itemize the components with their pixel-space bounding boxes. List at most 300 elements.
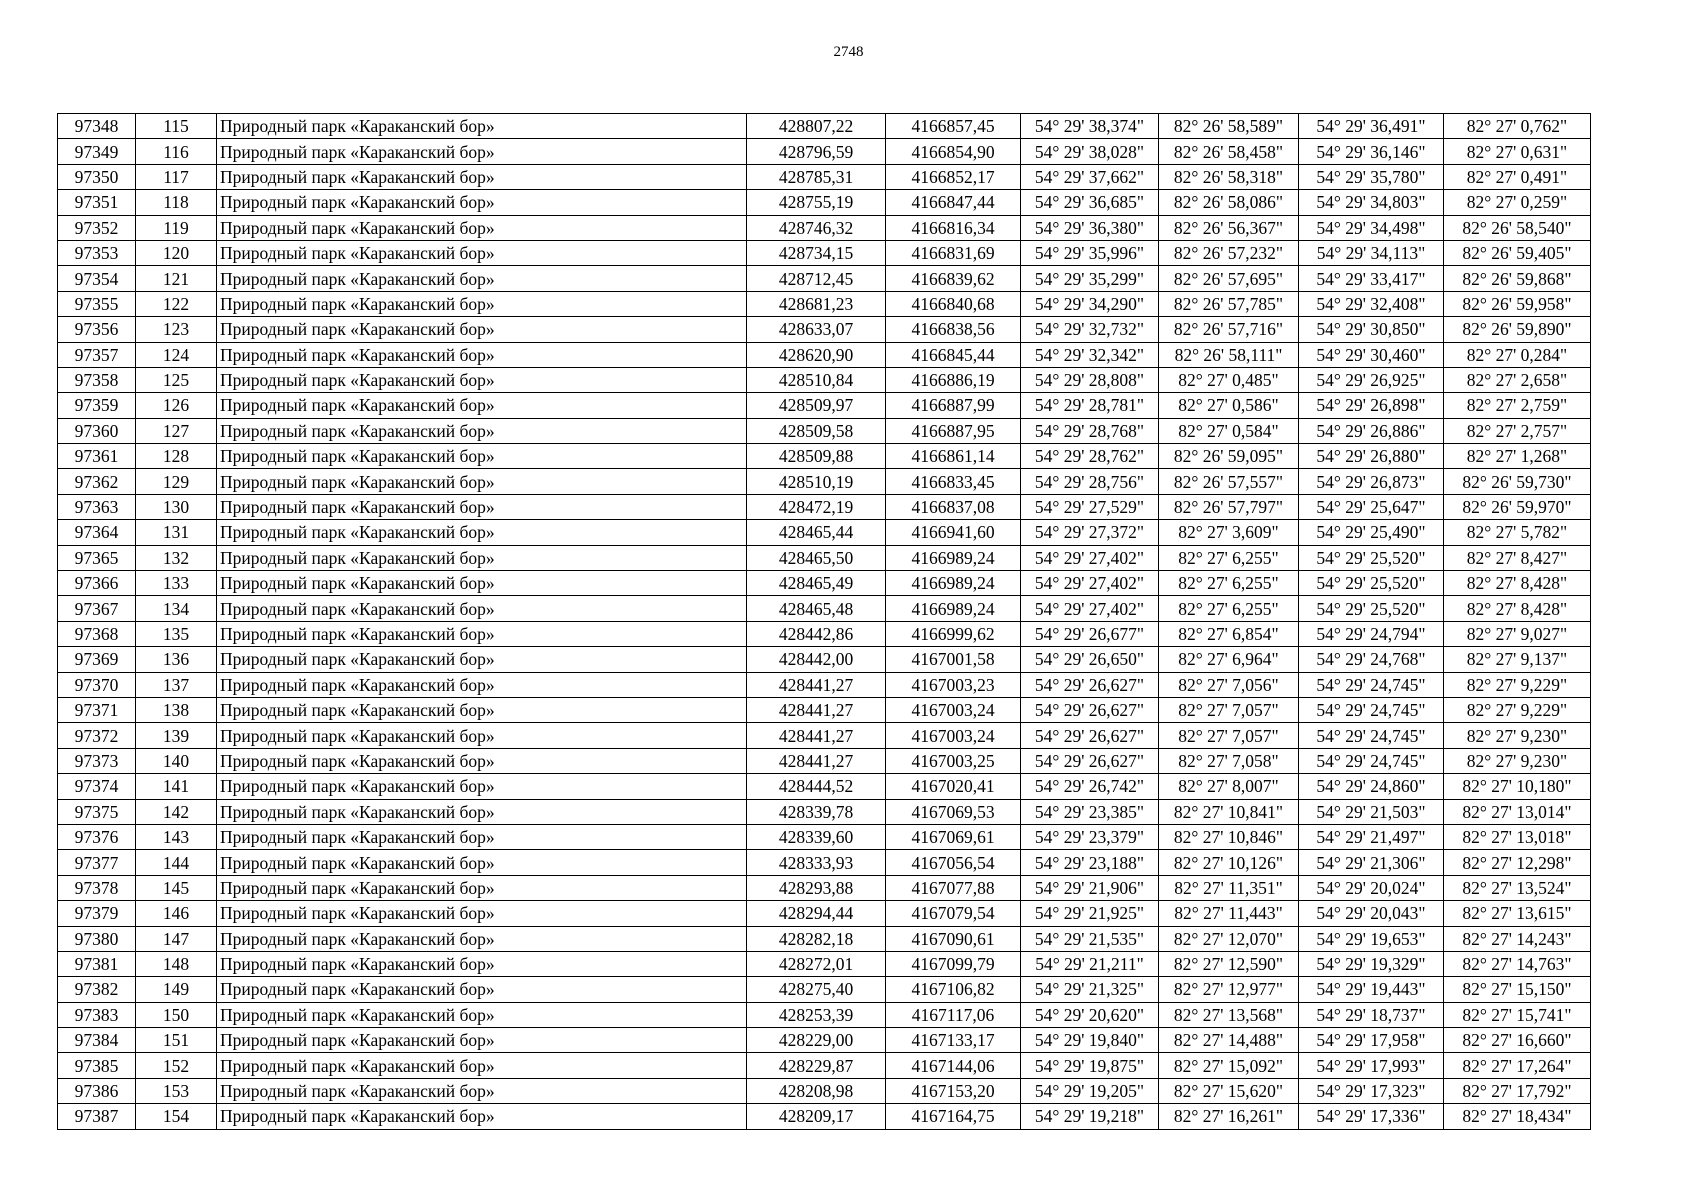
longitude-2-cell: 82° 27' 13,615" [1444,901,1591,926]
object-name-cell: Природный парк «Караканский бор» [217,571,747,596]
x-coordinate-cell: 428441,27 [747,723,886,748]
longitude-2-cell: 82° 26' 59,970" [1444,494,1591,519]
latitude-1-cell: 54° 29' 38,028" [1021,139,1159,164]
object-name-cell: Природный парк «Караканский бор» [217,977,747,1002]
y-coordinate-cell: 4167077,88 [886,875,1021,900]
latitude-1-cell: 54° 29' 23,379" [1021,824,1159,849]
point-number-cell: 129 [136,469,217,494]
longitude-1-cell: 82° 27' 12,977" [1159,977,1299,1002]
longitude-1-cell: 82° 27' 10,841" [1159,799,1299,824]
longitude-2-cell: 82° 27' 2,757" [1444,418,1591,443]
table-row [58,875,1591,900]
longitude-1-cell: 82° 27' 7,057" [1159,723,1299,748]
longitude-2-cell: 82° 27' 8,428" [1444,571,1591,596]
table-row [58,469,1591,494]
longitude-2-cell: 82° 27' 15,150" [1444,977,1591,1002]
longitude-1-cell: 82° 26' 57,695" [1159,266,1299,291]
x-coordinate-cell: 428229,87 [747,1053,886,1078]
table-row [58,672,1591,697]
latitude-1-cell: 54° 29' 26,627" [1021,748,1159,773]
latitude-2-cell: 54° 29' 33,417" [1299,266,1444,291]
y-coordinate-cell: 4167003,25 [886,748,1021,773]
longitude-2-cell: 82° 27' 13,018" [1444,824,1591,849]
point-number-cell: 154 [136,1104,217,1129]
point-number-cell: 143 [136,824,217,849]
x-coordinate-cell: 428208,98 [747,1078,886,1103]
latitude-1-cell: 54° 29' 21,211" [1021,951,1159,976]
x-coordinate-cell: 428253,39 [747,1002,886,1027]
object-name-cell: Природный парк «Караканский бор» [217,139,747,164]
record-id-cell: 97361 [58,444,136,469]
longitude-2-cell: 82° 27' 8,427" [1444,545,1591,570]
longitude-2-cell: 82° 26' 59,405" [1444,240,1591,265]
object-name-cell: Природный парк «Караканский бор» [217,774,747,799]
object-name-cell: Природный парк «Караканский бор» [217,494,747,519]
record-id-cell: 97372 [58,723,136,748]
latitude-1-cell: 54° 29' 19,218" [1021,1104,1159,1129]
y-coordinate-cell: 4166852,17 [886,164,1021,189]
x-coordinate-cell: 428293,88 [747,875,886,900]
record-id-cell: 97380 [58,926,136,951]
table-row [58,114,1591,139]
point-number-cell: 134 [136,596,217,621]
x-coordinate-cell: 428272,01 [747,951,886,976]
table-row [58,850,1591,875]
longitude-1-cell: 82° 27' 6,255" [1159,571,1299,596]
y-coordinate-cell: 4166854,90 [886,139,1021,164]
x-coordinate-cell: 428746,32 [747,215,886,240]
longitude-2-cell: 82° 27' 15,741" [1444,1002,1591,1027]
x-coordinate-cell: 428712,45 [747,266,886,291]
y-coordinate-cell: 4167164,75 [886,1104,1021,1129]
object-name-cell: Природный парк «Караканский бор» [217,824,747,849]
latitude-1-cell: 54° 29' 32,342" [1021,342,1159,367]
table-row [58,139,1591,164]
longitude-2-cell: 82° 27' 12,298" [1444,850,1591,875]
table-row [58,215,1591,240]
y-coordinate-cell: 4166838,56 [886,317,1021,342]
record-id-cell: 97386 [58,1078,136,1103]
longitude-1-cell: 82° 26' 58,458" [1159,139,1299,164]
latitude-1-cell: 54° 29' 32,732" [1021,317,1159,342]
record-id-cell: 97359 [58,393,136,418]
object-name-cell: Природный парк «Караканский бор» [217,266,747,291]
object-name-cell: Природный парк «Караканский бор» [217,647,747,672]
coordinates-table [57,113,1591,1130]
point-number-cell: 139 [136,723,217,748]
latitude-2-cell: 54° 29' 21,497" [1299,824,1444,849]
latitude-2-cell: 54° 29' 24,745" [1299,697,1444,722]
x-coordinate-cell: 428442,86 [747,621,886,646]
object-name-cell: Природный парк «Караканский бор» [217,875,747,900]
latitude-2-cell: 54° 29' 34,803" [1299,190,1444,215]
table-row [58,164,1591,189]
longitude-1-cell: 82° 27' 10,126" [1159,850,1299,875]
object-name-cell: Природный парк «Караканский бор» [217,621,747,646]
longitude-2-cell: 82° 27' 1,268" [1444,444,1591,469]
latitude-2-cell: 54° 29' 17,993" [1299,1053,1444,1078]
y-coordinate-cell: 4166816,34 [886,215,1021,240]
longitude-2-cell: 82° 27' 0,284" [1444,342,1591,367]
x-coordinate-cell: 428509,88 [747,444,886,469]
x-coordinate-cell: 428339,60 [747,824,886,849]
longitude-2-cell: 82° 27' 18,434" [1444,1104,1591,1129]
table-row [58,317,1591,342]
latitude-2-cell: 54° 29' 25,520" [1299,545,1444,570]
latitude-2-cell: 54° 29' 18,737" [1299,1002,1444,1027]
point-number-cell: 125 [136,367,217,392]
table-row [58,571,1591,596]
point-number-cell: 121 [136,266,217,291]
longitude-2-cell: 82° 27' 9,229" [1444,697,1591,722]
longitude-1-cell: 82° 27' 13,568" [1159,1002,1299,1027]
x-coordinate-cell: 428442,00 [747,647,886,672]
latitude-1-cell: 54° 29' 34,290" [1021,291,1159,316]
latitude-1-cell: 54° 29' 28,762" [1021,444,1159,469]
x-coordinate-cell: 428785,31 [747,164,886,189]
y-coordinate-cell: 4167117,06 [886,1002,1021,1027]
record-id-cell: 97383 [58,1002,136,1027]
y-coordinate-cell: 4166837,08 [886,494,1021,519]
longitude-2-cell: 82° 27' 9,230" [1444,748,1591,773]
latitude-2-cell: 54° 29' 17,336" [1299,1104,1444,1129]
object-name-cell: Природный парк «Караканский бор» [217,1104,747,1129]
latitude-2-cell: 54° 29' 19,443" [1299,977,1444,1002]
y-coordinate-cell: 4166887,99 [886,393,1021,418]
latitude-2-cell: 54° 29' 25,520" [1299,571,1444,596]
record-id-cell: 97378 [58,875,136,900]
y-coordinate-cell: 4167153,20 [886,1078,1021,1103]
latitude-2-cell: 54° 29' 24,745" [1299,723,1444,748]
table-row [58,697,1591,722]
point-number-cell: 124 [136,342,217,367]
longitude-1-cell: 82° 26' 59,095" [1159,444,1299,469]
latitude-1-cell: 54° 29' 19,840" [1021,1028,1159,1053]
latitude-1-cell: 54° 29' 26,627" [1021,723,1159,748]
latitude-2-cell: 54° 29' 20,024" [1299,875,1444,900]
longitude-2-cell: 82° 27' 17,792" [1444,1078,1591,1103]
object-name-cell: Природный парк «Караканский бор» [217,596,747,621]
table-row [58,647,1591,672]
x-coordinate-cell: 428734,15 [747,240,886,265]
y-coordinate-cell: 4167056,54 [886,850,1021,875]
point-number-cell: 142 [136,799,217,824]
latitude-2-cell: 54° 29' 34,113" [1299,240,1444,265]
y-coordinate-cell: 4167090,61 [886,926,1021,951]
object-name-cell: Природный парк «Караканский бор» [217,393,747,418]
latitude-2-cell: 54° 29' 17,958" [1299,1028,1444,1053]
object-name-cell: Природный парк «Караканский бор» [217,723,747,748]
latitude-2-cell: 54° 29' 26,925" [1299,367,1444,392]
y-coordinate-cell: 4167020,41 [886,774,1021,799]
object-name-cell: Природный парк «Караканский бор» [217,1053,747,1078]
longitude-1-cell: 82° 26' 58,318" [1159,164,1299,189]
object-name-cell: Природный парк «Караканский бор» [217,190,747,215]
point-number-cell: 144 [136,850,217,875]
y-coordinate-cell: 4167069,61 [886,824,1021,849]
point-number-cell: 137 [136,672,217,697]
longitude-1-cell: 82° 27' 11,351" [1159,875,1299,900]
record-id-cell: 97365 [58,545,136,570]
x-coordinate-cell: 428509,97 [747,393,886,418]
latitude-1-cell: 54° 29' 27,402" [1021,545,1159,570]
latitude-2-cell: 54° 29' 32,408" [1299,291,1444,316]
record-id-cell: 97371 [58,697,136,722]
longitude-1-cell: 82° 26' 57,557" [1159,469,1299,494]
latitude-1-cell: 54° 29' 28,756" [1021,469,1159,494]
y-coordinate-cell: 4166989,24 [886,571,1021,596]
table-row [58,494,1591,519]
point-number-cell: 118 [136,190,217,215]
latitude-2-cell: 54° 29' 17,323" [1299,1078,1444,1103]
y-coordinate-cell: 4167106,82 [886,977,1021,1002]
table-row [58,1053,1591,1078]
table-row [58,596,1591,621]
latitude-1-cell: 54° 29' 38,374" [1021,114,1159,139]
page-number: 2748 [833,44,864,60]
table-row [58,1104,1591,1129]
latitude-2-cell: 54° 29' 26,873" [1299,469,1444,494]
point-number-cell: 149 [136,977,217,1002]
table-row [58,1078,1591,1103]
x-coordinate-cell: 428229,00 [747,1028,886,1053]
y-coordinate-cell: 4167144,06 [886,1053,1021,1078]
record-id-cell: 97367 [58,596,136,621]
longitude-1-cell: 82° 27' 6,255" [1159,596,1299,621]
latitude-2-cell: 54° 29' 25,647" [1299,494,1444,519]
y-coordinate-cell: 4166840,68 [886,291,1021,316]
table-row [58,824,1591,849]
table-row [58,748,1591,773]
record-id-cell: 97376 [58,824,136,849]
y-coordinate-cell: 4167001,58 [886,647,1021,672]
latitude-1-cell: 54° 29' 28,768" [1021,418,1159,443]
x-coordinate-cell: 428441,27 [747,672,886,697]
latitude-2-cell: 54° 29' 19,329" [1299,951,1444,976]
longitude-2-cell: 82° 27' 2,759" [1444,393,1591,418]
longitude-2-cell: 82° 27' 0,631" [1444,139,1591,164]
point-number-cell: 152 [136,1053,217,1078]
longitude-1-cell: 82° 26' 57,232" [1159,240,1299,265]
record-id-cell: 97357 [58,342,136,367]
latitude-2-cell: 54° 29' 36,491" [1299,114,1444,139]
record-id-cell: 97368 [58,621,136,646]
latitude-2-cell: 54° 29' 24,794" [1299,621,1444,646]
longitude-1-cell: 82° 26' 57,797" [1159,494,1299,519]
longitude-2-cell: 82° 27' 0,259" [1444,190,1591,215]
latitude-2-cell: 54° 29' 24,745" [1299,748,1444,773]
record-id-cell: 97356 [58,317,136,342]
longitude-1-cell: 82° 27' 11,443" [1159,901,1299,926]
longitude-1-cell: 82° 27' 0,485" [1159,367,1299,392]
table-row [58,723,1591,748]
x-coordinate-cell: 428681,23 [747,291,886,316]
y-coordinate-cell: 4167079,54 [886,901,1021,926]
longitude-1-cell: 82° 27' 15,092" [1159,1053,1299,1078]
longitude-2-cell: 82° 27' 9,230" [1444,723,1591,748]
record-id-cell: 97373 [58,748,136,773]
object-name-cell: Природный парк «Караканский бор» [217,342,747,367]
table-body [58,114,1591,1130]
latitude-1-cell: 54° 29' 21,925" [1021,901,1159,926]
record-id-cell: 97349 [58,139,136,164]
longitude-1-cell: 82° 26' 58,111" [1159,342,1299,367]
longitude-2-cell: 82° 27' 8,428" [1444,596,1591,621]
longitude-1-cell: 82° 27' 15,620" [1159,1078,1299,1103]
longitude-1-cell: 82° 27' 3,609" [1159,520,1299,545]
longitude-2-cell: 82° 27' 9,137" [1444,647,1591,672]
object-name-cell: Природный парк «Караканский бор» [217,317,747,342]
table-row [58,977,1591,1002]
longitude-2-cell: 82° 27' 13,014" [1444,799,1591,824]
point-number-cell: 145 [136,875,217,900]
y-coordinate-cell: 4167133,17 [886,1028,1021,1053]
table-row [58,799,1591,824]
record-id-cell: 97369 [58,647,136,672]
object-name-cell: Природный парк «Караканский бор» [217,240,747,265]
x-coordinate-cell: 428465,48 [747,596,886,621]
point-number-cell: 131 [136,520,217,545]
latitude-2-cell: 54° 29' 19,653" [1299,926,1444,951]
y-coordinate-cell: 4167003,24 [886,723,1021,748]
object-name-cell: Природный парк «Караканский бор» [217,1028,747,1053]
record-id-cell: 97375 [58,799,136,824]
latitude-1-cell: 54° 29' 19,875" [1021,1053,1159,1078]
x-coordinate-cell: 428333,93 [747,850,886,875]
x-coordinate-cell: 428633,07 [747,317,886,342]
x-coordinate-cell: 428510,19 [747,469,886,494]
longitude-1-cell: 82° 26' 58,589" [1159,114,1299,139]
latitude-2-cell: 54° 29' 24,745" [1299,672,1444,697]
object-name-cell: Природный парк «Караканский бор» [217,367,747,392]
latitude-1-cell: 54° 29' 36,380" [1021,215,1159,240]
latitude-2-cell: 54° 29' 24,860" [1299,774,1444,799]
longitude-1-cell: 82° 27' 0,586" [1159,393,1299,418]
longitude-2-cell: 82° 27' 5,782" [1444,520,1591,545]
latitude-1-cell: 54° 29' 23,188" [1021,850,1159,875]
latitude-1-cell: 54° 29' 26,742" [1021,774,1159,799]
record-id-cell: 97381 [58,951,136,976]
record-id-cell: 97366 [58,571,136,596]
object-name-cell: Природный парк «Караканский бор» [217,1002,747,1027]
latitude-2-cell: 54° 29' 21,306" [1299,850,1444,875]
table-row [58,190,1591,215]
object-name-cell: Природный парк «Караканский бор» [217,951,747,976]
latitude-1-cell: 54° 29' 35,299" [1021,266,1159,291]
table-row [58,1028,1591,1053]
point-number-cell: 153 [136,1078,217,1103]
x-coordinate-cell: 428796,59 [747,139,886,164]
latitude-1-cell: 54° 29' 28,808" [1021,367,1159,392]
point-number-cell: 133 [136,571,217,596]
longitude-2-cell: 82° 27' 2,658" [1444,367,1591,392]
latitude-2-cell: 54° 29' 30,850" [1299,317,1444,342]
table-row [58,444,1591,469]
x-coordinate-cell: 428755,19 [747,190,886,215]
record-id-cell: 97353 [58,240,136,265]
record-id-cell: 97374 [58,774,136,799]
table-row [58,901,1591,926]
longitude-1-cell: 82° 27' 7,056" [1159,672,1299,697]
x-coordinate-cell: 428807,22 [747,114,886,139]
x-coordinate-cell: 428209,17 [747,1104,886,1129]
longitude-1-cell: 82° 27' 0,584" [1159,418,1299,443]
record-id-cell: 97364 [58,520,136,545]
record-id-cell: 97362 [58,469,136,494]
table-row [58,393,1591,418]
latitude-2-cell: 54° 29' 36,146" [1299,139,1444,164]
longitude-1-cell: 82° 26' 57,785" [1159,291,1299,316]
latitude-2-cell: 54° 29' 30,460" [1299,342,1444,367]
latitude-2-cell: 54° 29' 24,768" [1299,647,1444,672]
object-name-cell: Природный парк «Караканский бор» [217,672,747,697]
table-row [58,240,1591,265]
object-name-cell: Природный парк «Караканский бор» [217,520,747,545]
longitude-1-cell: 82° 27' 12,070" [1159,926,1299,951]
table-row [58,520,1591,545]
point-number-cell: 136 [136,647,217,672]
y-coordinate-cell: 4166941,60 [886,520,1021,545]
latitude-1-cell: 54° 29' 27,529" [1021,494,1159,519]
y-coordinate-cell: 4166989,24 [886,596,1021,621]
object-name-cell: Природный парк «Караканский бор» [217,926,747,951]
latitude-1-cell: 54° 29' 26,627" [1021,697,1159,722]
point-number-cell: 132 [136,545,217,570]
object-name-cell: Природный парк «Караканский бор» [217,444,747,469]
y-coordinate-cell: 4166989,24 [886,545,1021,570]
object-name-cell: Природный парк «Караканский бор» [217,469,747,494]
y-coordinate-cell: 4167003,23 [886,672,1021,697]
object-name-cell: Природный парк «Караканский бор» [217,748,747,773]
latitude-2-cell: 54° 29' 34,498" [1299,215,1444,240]
point-number-cell: 135 [136,621,217,646]
record-id-cell: 97379 [58,901,136,926]
longitude-1-cell: 82° 27' 7,058" [1159,748,1299,773]
x-coordinate-cell: 428282,18 [747,926,886,951]
longitude-1-cell: 82° 27' 7,057" [1159,697,1299,722]
table-row [58,1002,1591,1027]
record-id-cell: 97351 [58,190,136,215]
longitude-1-cell: 82° 27' 6,964" [1159,647,1299,672]
point-number-cell: 146 [136,901,217,926]
y-coordinate-cell: 4167099,79 [886,951,1021,976]
latitude-1-cell: 54° 29' 27,402" [1021,571,1159,596]
y-coordinate-cell: 4166857,45 [886,114,1021,139]
point-number-cell: 141 [136,774,217,799]
point-number-cell: 123 [136,317,217,342]
x-coordinate-cell: 428441,27 [747,748,886,773]
latitude-1-cell: 54° 29' 37,662" [1021,164,1159,189]
longitude-1-cell: 82° 26' 56,367" [1159,215,1299,240]
table-row [58,342,1591,367]
record-id-cell: 97377 [58,850,136,875]
table-row [58,291,1591,316]
point-number-cell: 126 [136,393,217,418]
object-name-cell: Природный парк «Караканский бор» [217,850,747,875]
longitude-1-cell: 82° 26' 57,716" [1159,317,1299,342]
y-coordinate-cell: 4166861,14 [886,444,1021,469]
x-coordinate-cell: 428465,49 [747,571,886,596]
point-number-cell: 148 [136,951,217,976]
latitude-1-cell: 54° 29' 26,627" [1021,672,1159,697]
record-id-cell: 97363 [58,494,136,519]
longitude-2-cell: 82° 26' 59,730" [1444,469,1591,494]
longitude-2-cell: 82° 26' 58,540" [1444,215,1591,240]
object-name-cell: Природный парк «Караканский бор» [217,215,747,240]
point-number-cell: 150 [136,1002,217,1027]
y-coordinate-cell: 4166845,44 [886,342,1021,367]
longitude-1-cell: 82° 26' 58,086" [1159,190,1299,215]
